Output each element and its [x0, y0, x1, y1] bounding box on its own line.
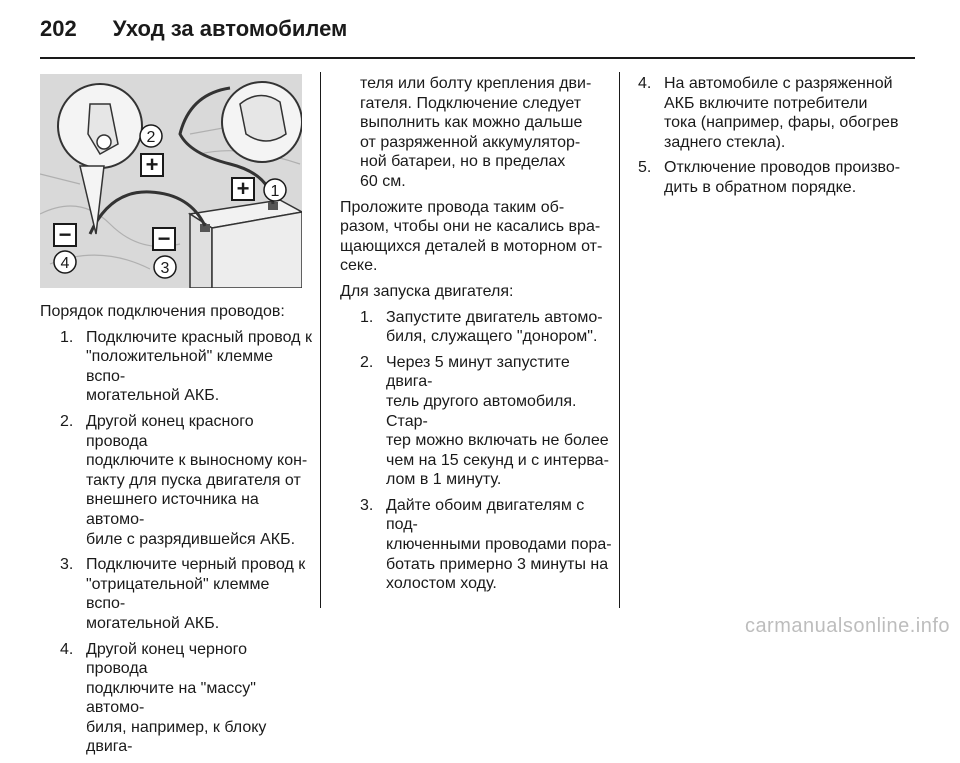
column-divider-1: [320, 72, 321, 608]
column-2: [340, 74, 612, 600]
connection-intro: Порядок подключения проводов:: [40, 303, 285, 320]
list-item: 1. Запустите двигатель автомо- биля, служащего "донором".: [360, 308, 603, 346]
routing-paragraph: Проложите провода таким об- разом, чтобы они не касались вра- щающихся деталей в моторном от- секе.: [340, 198, 603, 275]
list-item: 2. Другой конец красного провода подключите к выносному кон- такту для пуска двигателя от внешнего источника на автомо- биле с разрядившейся АКБ.: [60, 412, 308, 548]
jump-start-illustration: [40, 74, 302, 288]
watermark: carmanualsonline.info: [744, 615, 950, 637]
list-item: 3. Дайте обоим двигателям с под- ключенными проводами пора- ботать примерно 3 минуты на холостом ходу.: [360, 496, 612, 593]
start-steps: [340, 308, 612, 594]
label-minus-left: −: [58, 222, 72, 247]
connection-steps: [40, 328, 312, 757]
column-divider-2: [619, 72, 620, 608]
list-item: 3. Подключите черный провод к "отрицательной" клемме вспо- могательной АКБ.: [60, 556, 306, 632]
list-item: 4. Другой конец черного провода подключите на "массу" автомо- биля, например, к блоку двига-: [60, 640, 267, 756]
callout-3: 3: [160, 260, 170, 277]
label-minus-center: −: [157, 226, 171, 251]
callout-2: 2: [146, 129, 156, 146]
battery: [190, 200, 302, 288]
label-plus-upper: +: [145, 152, 159, 177]
list-item: 4. На автомобиле с разряженной АКБ включите потребители тока (например, фары, обогрев заднего стекла).: [638, 75, 899, 151]
callout-4: 4: [60, 255, 70, 272]
illustration-svg: [40, 74, 302, 288]
label-plus-right: +: [236, 176, 250, 201]
list-item: 1. Подключите красный провод к "положительной" клемме вспо- могательной АКБ.: [60, 328, 312, 405]
step-4-continuation: теля или болту крепления дви- гателя. Подключение следует выполнить как можно дальше от разряженной аккумулятор- ной батареи, но в пределах 60 см.: [360, 75, 592, 190]
header-rule: [40, 57, 915, 59]
column-1: [40, 302, 312, 763]
list-item: 2. Через 5 минут запустите двига- тель другого автомобиля. Стар- тер можно включать не более чем на 15 секунд и с интерва- лом в 1 минуту.: [360, 353, 609, 489]
page-title: Уход за автомобилем: [112, 16, 348, 41]
page-number: 202: [40, 16, 77, 41]
list-item: 5. Отключение проводов произво- дить в обратном порядке.: [638, 159, 901, 196]
column-3: [638, 74, 918, 204]
page-header: [40, 16, 347, 42]
callout-1: 1: [270, 183, 280, 200]
start-intro: Для запуска двигателя:: [340, 282, 514, 300]
